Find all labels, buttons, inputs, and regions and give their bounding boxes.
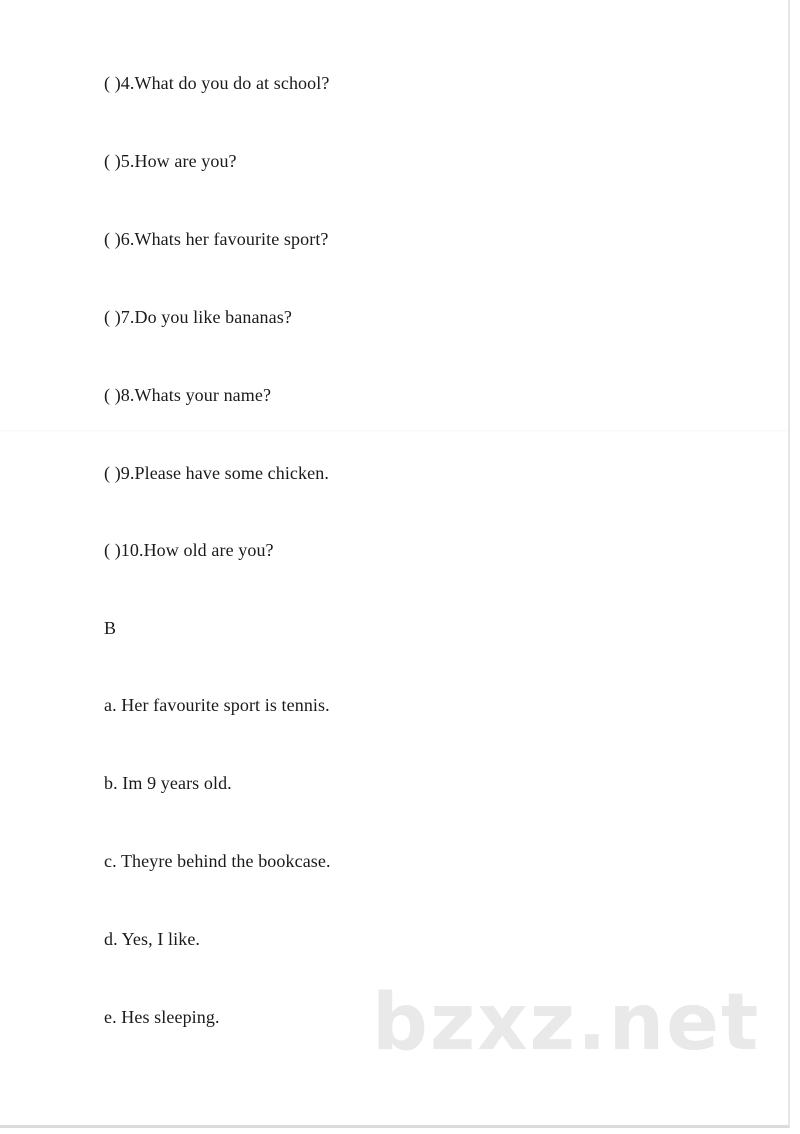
section-b-heading: B [104,618,117,638]
question-9: ( )9.Please have some chicken. [104,463,329,483]
answer-c: c. Theyre behind the bookcase. [104,851,331,871]
question-8: ( )8.Whats your name? [104,385,272,405]
question-5: ( )5.How are you? [104,151,237,171]
question-4: ( )4.What do you do at school? [104,73,330,93]
question-6: ( )6.Whats her favourite sport? [104,229,329,249]
answer-d: d. Yes, I like. [104,929,201,949]
answer-b: b. Im 9 years old. [104,773,232,793]
answer-e: e. Hes sleeping. [104,1007,220,1027]
answer-a: a. Her favourite sport is tennis. [104,695,330,715]
question-10: ( )10.How old are you? [104,540,274,560]
question-7: ( )7.Do you like bananas? [104,307,292,327]
watermark: bzxz.net [372,978,761,1068]
